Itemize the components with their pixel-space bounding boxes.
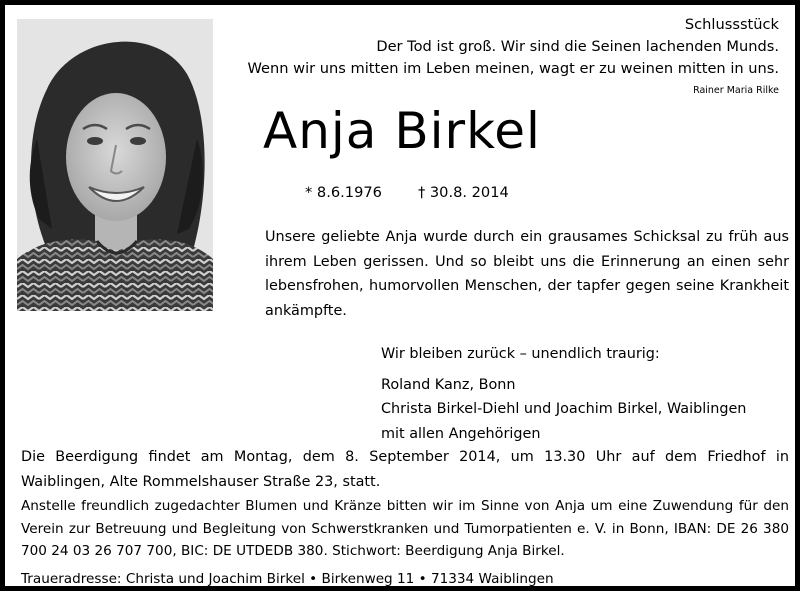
mourner-name: Roland Kanz, Bonn bbox=[381, 376, 516, 393]
poem-line-2: Wenn wir uns mitten im Leben meinen, wagt er zu weinen mitten in uns. bbox=[247, 60, 779, 77]
death-date: † 30.8. 2014 bbox=[417, 184, 509, 201]
donation-notice: Anstelle freundlich zugedachter Blumen und Kränze bitten wir im Sinne von Anja um eine Zuwendung für den Verein zur Betreuung und Begleitung von Schwerstkranken und Tumorpatienten e. V. in Bonn, IBAN: DE 26 380 700 24 03 26 707 700, BIC: DE UTDEDB 380. Stichwort: Beerdigung Anja Birkel. bbox=[21, 498, 789, 559]
deceased-name: Anja Birkel bbox=[263, 102, 541, 160]
mourner-name: Christa Birkel-Diehl und Joachim Birkel, Waiblingen bbox=[381, 401, 747, 417]
obituary-text: Unsere geliebte Anja wurde durch ein grausames Schicksal zu früh aus ihrem Leben gerissen. Und so bleibt uns die Erinnerung an einen sehr lebensfrohen, humorvollen Menschen, der tapfer gegen seine Krankheit ankämpfte. bbox=[265, 229, 789, 319]
birth-date: * 8.6.1976 bbox=[305, 184, 382, 201]
funeral-notice: Die Beerdigung findet am Montag, dem 8. September 2014, um 13.30 Uhr auf dem Friedhof in Waiblingen, Alte Rommelshauser Straße 23, statt. bbox=[21, 449, 789, 490]
mourners-block bbox=[381, 342, 746, 446]
life-dates bbox=[305, 183, 509, 203]
mourners-intro: Wir bleiben zurück – unendlich traurig: bbox=[381, 346, 660, 362]
poem-title: Schlussstück bbox=[684, 16, 779, 33]
mourning-address: Traueradresse: Christa und Joachim Birkel • Birkenweg 11 • 71334 Waiblingen bbox=[21, 571, 554, 587]
poem-line-1: Der Tod ist groß. Wir sind die Seinen lachenden Munds. bbox=[376, 38, 779, 55]
mourner-name: mit allen Angehörigen bbox=[381, 425, 541, 442]
poem-author: Rainer Maria Rilke bbox=[693, 85, 779, 96]
poem-block bbox=[247, 14, 779, 99]
portrait-photo bbox=[17, 19, 213, 311]
